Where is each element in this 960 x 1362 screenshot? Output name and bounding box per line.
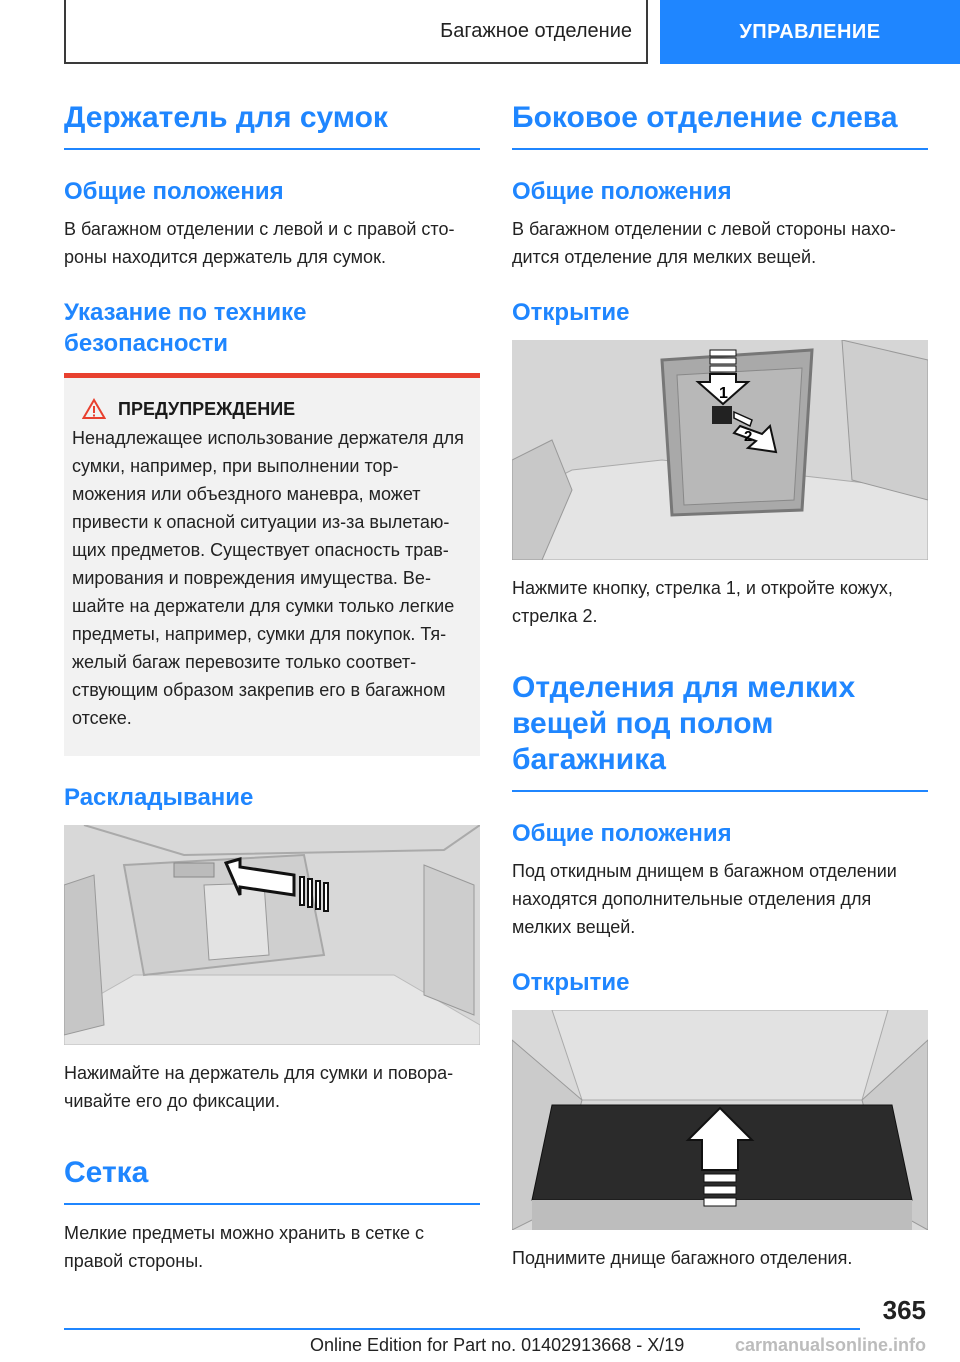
header-chapter-title: УПРАВЛЕНИЕ bbox=[739, 20, 881, 43]
unfold-text: Нажимайте на держатель для сумки и повора-чивайте его до фиксации. bbox=[64, 1063, 454, 1111]
bag-holder-title: Держатель для сумок bbox=[64, 100, 480, 150]
bag-holder-image bbox=[64, 825, 480, 1045]
watermark-logo: carmanualsonline.info bbox=[734, 1335, 926, 1355]
header-section bbox=[64, 0, 648, 64]
warning-text: Ненадлежащее использование держателя для сумки, например, при выполнении тор-можения или объездного маневра, может привести к опасной ситуации из-за вылетаю-щих предметов. Существует опасность трав-мирования и повреждения имущества. Ве-шайте на держатели для сумки только легкие предметы, например, сумки для покупок. Тя-желый багаж перевозите только соответ-ствующим образом закрепив его в багажном отсеке. bbox=[72, 428, 464, 728]
page-number: 365 bbox=[882, 1295, 926, 1325]
net-title: Сетка bbox=[64, 1155, 480, 1205]
underfloor-general-text: Под откидным днищем в багажном отделении находятся дополнительные отделения для мелких вещей. bbox=[512, 861, 897, 937]
warning-triangle-icon bbox=[82, 398, 106, 420]
unfold-heading: Раскладывание bbox=[64, 784, 254, 811]
underfloor-image bbox=[512, 1010, 928, 1230]
right-column bbox=[512, 100, 928, 1272]
side-compartment-image bbox=[512, 340, 928, 560]
right-general-text: В багажном отделении с левой стороны нахо-дится отделение для мелких вещей. bbox=[512, 219, 896, 267]
net-text: Мелкие предметы можно хранить в сетке с правой стороны. bbox=[64, 1223, 425, 1271]
right-general-heading: Общие положения bbox=[512, 178, 732, 205]
general-text: В багажном отделении с левой и с правой сто-роны находится держатель для сумок. bbox=[64, 219, 455, 267]
footer-rule bbox=[64, 1328, 860, 1330]
header-section-title: Багажное отделение bbox=[440, 19, 632, 42]
arrow-2-label: 2 bbox=[744, 428, 753, 445]
side-compartment-title: Боковое отделение слева bbox=[512, 100, 928, 150]
edition-text: Online Edition for Part no. 01402913668 - X/19 bbox=[310, 1335, 685, 1355]
open-heading: Открытие bbox=[512, 299, 630, 326]
general-heading: Общие положения bbox=[64, 178, 284, 205]
underfloor-general-heading: Общие положения bbox=[512, 820, 732, 847]
header-chapter[interactable] bbox=[660, 0, 960, 64]
warning-title: ПРЕДУПРЕЖДЕНИЕ bbox=[118, 398, 296, 419]
underfloor-open-text: Поднимите днище багажного отделения. bbox=[512, 1248, 853, 1268]
left-column bbox=[64, 100, 480, 1275]
safety-heading: Указание по технике безопасности bbox=[64, 299, 307, 357]
underfloor-open-heading: Открытие bbox=[512, 969, 630, 996]
arrow-1-label: 1 bbox=[719, 385, 728, 402]
open-text: Нажмите кнопку, стрелка 1, и откройте кожух, стрелка 2. bbox=[512, 578, 893, 626]
underfloor-title: Отделения для мелких вещей под полом багажника bbox=[512, 670, 928, 792]
warning-box bbox=[64, 373, 480, 756]
